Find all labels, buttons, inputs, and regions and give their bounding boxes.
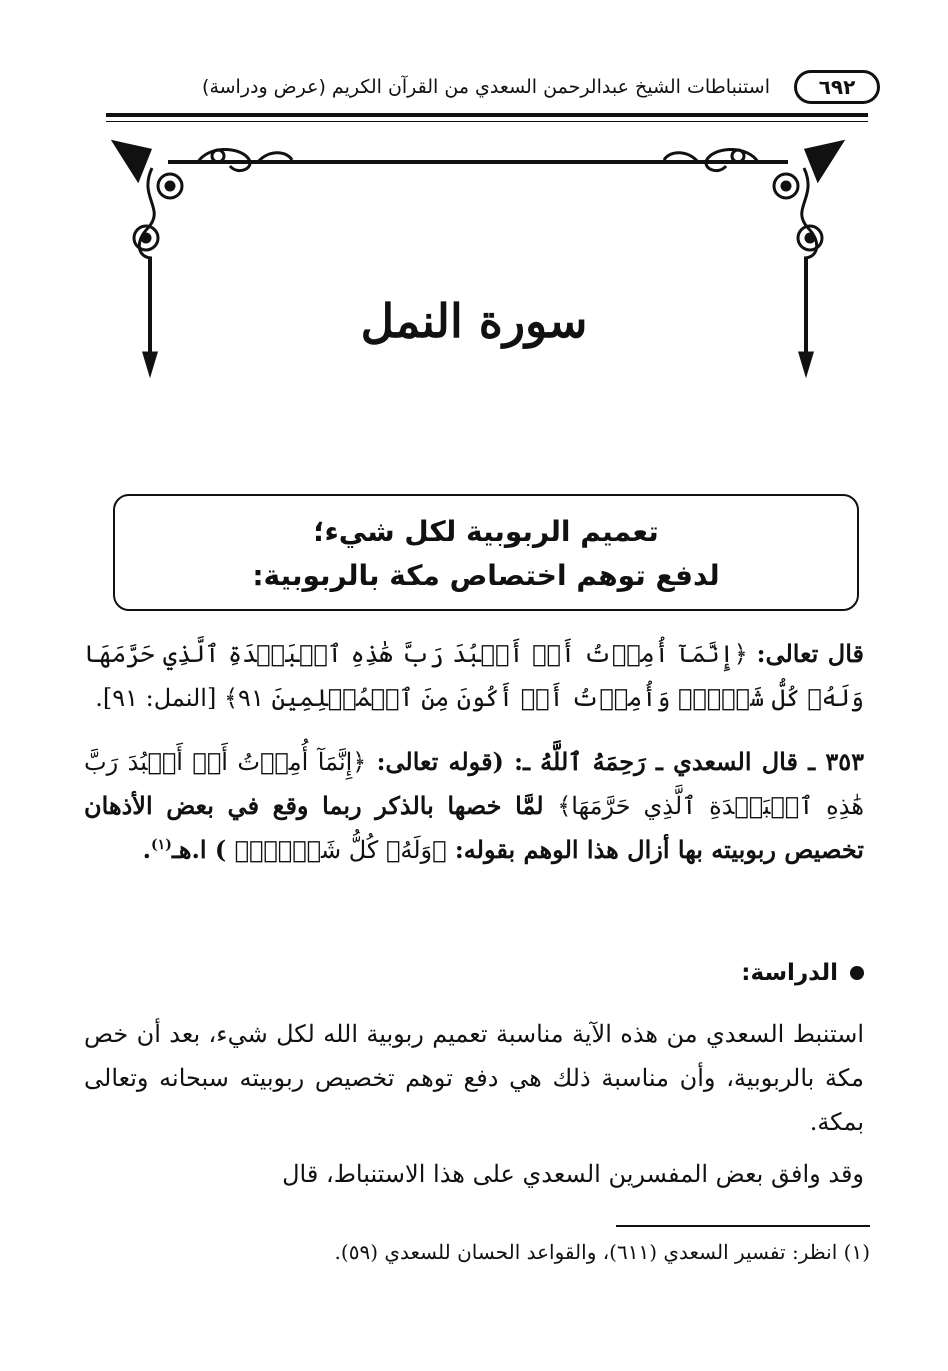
footnote-marker: (١) xyxy=(151,837,172,853)
bullet-icon xyxy=(850,966,864,980)
surah-title: سورة النمل xyxy=(360,294,588,348)
verse-paragraph xyxy=(84,632,864,720)
study-paragraph-1: استنبط السعدي من هذه الآية مناسبة تعميم ربوبية الله لكل شيء، بعد أن خص مكة بالربوبية، وأن مناسبة ذلك هي دفع توهم تخصيص ربوبيته سبحانه وتعالى بمكة. xyxy=(84,1020,864,1136)
footnote: (١) انظر: تفسير السعدي (٦١١)، والقواعد الحسان للسعدي (٥٩). xyxy=(334,1240,870,1264)
study-heading xyxy=(741,960,864,986)
running-header xyxy=(100,68,880,112)
quote-end: ) ا.هـ xyxy=(171,835,227,864)
saadi-quote-paragraph: ٣٥٣ ـ قال السعدي ـ رَحِمَهُ ٱللَّهُ ـ: (قوله تعالى: ﴿إِنَّمَآ أُمِرۡتُ أَنۡ أَعۡبُدَ رَبَّ هَٰذِهِ ٱلۡبَلۡدَةِ ٱلَّذِي حَرَّمَهَا﴾ لمَّا خصها بالذكر ربما وقع في بعض الأذهان تخصيص ربوبيته بها أزال هذا الوهم بقوله: ﴿وَلَهُۥ كُلُّ شَيۡءٖۖ﴾ ) ا.هـ$^{(١)}$. xyxy=(84,747,865,864)
verse-reference: [النمل: ٩١]. xyxy=(95,684,217,712)
heading-line-2: لدفع توهم اختصاص مكة بالربوبية: xyxy=(252,559,720,592)
quote-middle: لمَّا خصها بالذكر ربما وقع في بعض الأذهان تخصيص ربوبيته بها أزال هذا الوهم بقوله: xyxy=(84,791,864,864)
page-number: ٦٩٢ xyxy=(794,70,880,104)
header-rule-thin xyxy=(106,121,868,122)
heading-line-1: تعميم الربوبية لكل شيء؛ xyxy=(313,515,659,548)
quote-verse-2: ﴿وَلَهُۥ كُلُّ شَيۡءٖۖ﴾ xyxy=(234,836,447,864)
section-heading-box xyxy=(113,494,859,611)
study-paragraph-2: وقد وافق بعض المفسرين السعدي على هذا الاستنباط، قال xyxy=(282,1160,864,1188)
header-rule-thick xyxy=(106,113,868,117)
quote-verse-1: ﴿إِنَّمَآ أُمِرۡتُ أَنۡ أَعۡبُدَ رَبَّ هَٰذِهِ ٱلۡبَلۡدَةِ ٱلَّذِي حَرَّمَهَا﴾ xyxy=(84,748,864,820)
quote-prefix: ٣٥٣ ـ قال السعدي ـ رَحِمَهُ ٱللَّهُ ـ: (قوله تعالى: xyxy=(376,747,865,776)
book-title: استنباطات الشيخ عبدالرحمن السعدي من القرآن الكريم (عرض ودراسة) xyxy=(202,76,770,98)
verse-intro: قال تعالى: xyxy=(756,639,864,668)
footnote-rule xyxy=(616,1225,870,1227)
study-heading-text: الدراسة: xyxy=(741,960,838,986)
verse-text: ﴿إِنَّمَآ أُمِرۡتُ أَنۡ أَعۡبُدَ رَبَّ هَٰذِهِ ٱلۡبَلۡدَةِ ٱلَّذِي حَرَّمَهَا وَلَهُۥ كُلُّ شَيۡءٖۖ وَأُمِرۡتُ أَنۡ أَكُونَ مِنَ ٱلۡمُسۡلِمِينَ ٩١﴾ xyxy=(84,640,864,712)
